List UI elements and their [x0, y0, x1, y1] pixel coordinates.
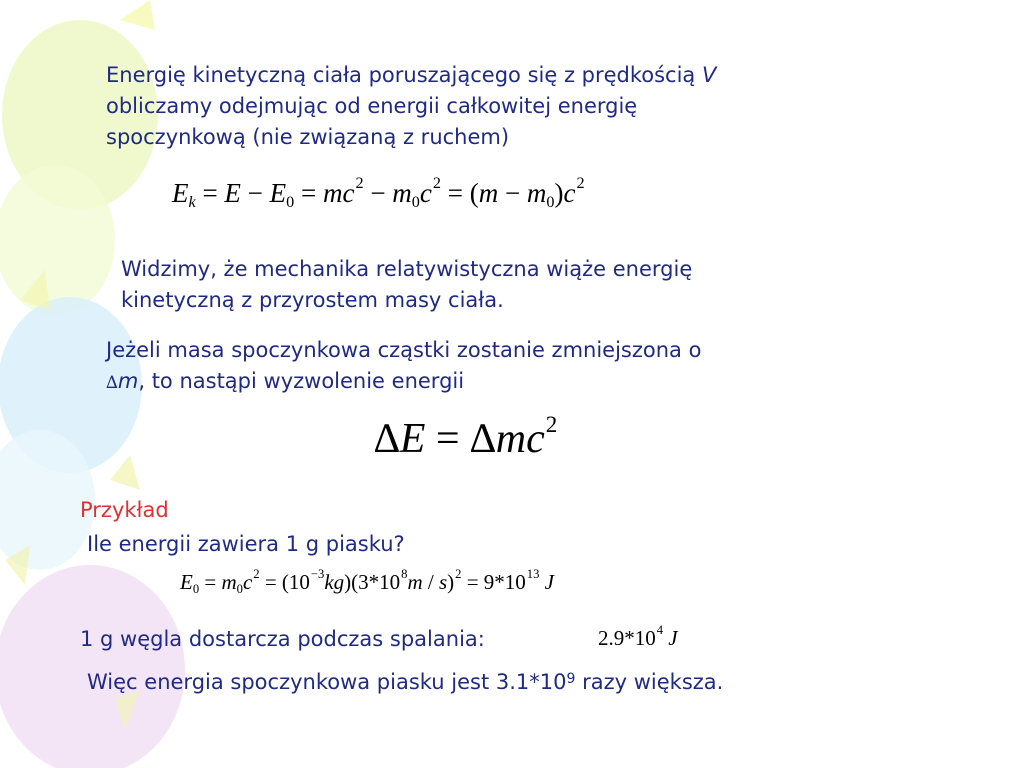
para2-line1: Widzimy, że mechanika relatywistyczna wiąże energię [121, 257, 693, 281]
example-question: Ile energii zawiera 1 g piasku? [87, 532, 405, 556]
delta-symbol: ∆ [106, 373, 118, 393]
equation-kinetic-energy: $E_k = E - E_0 = mc^2 - m_0c^2 = (m - m_0)c^2$ [172, 174, 585, 211]
conclusion-text: Więc energia spoczynkowa piasku jest $3.1*10^9$ razy większa. [87, 670, 724, 694]
paragraph-mass-reduction [106, 335, 701, 399]
coal-energy-text: 1 g węgla dostarcza podczas spalania: [80, 627, 485, 651]
velocity-symbol: V [701, 63, 717, 87]
paragraph-kinetic-energy [106, 60, 716, 153]
mass-symbol: m [117, 369, 139, 393]
conclusion-exponent: 9 [566, 671, 576, 687]
para1-line1: Energię kinetyczną ciała poruszającego się z prędkością [106, 63, 702, 87]
paragraph-relativistic-mechanics [121, 254, 692, 316]
equation-coal-energy: $2.9*10^4$ J [598, 623, 678, 650]
para1-line3: spoczynkową (nie związaną z ruchem) [106, 125, 510, 149]
para3-line2-rest: , to nastąpi wyzwolenie energii [138, 369, 465, 393]
para3-line1: Jeżeli masa spoczynkowa cząstki zostanie zmniejszona o [106, 338, 702, 362]
equation-mass-energy: $\Delta E = \Delta mc^2$ [374, 411, 558, 462]
equation-sand-energy: $E_0 = m_0c^2 = (10^{-3}kg)(3*10^8m / s)^2 = 9*10^{13}$ J [180, 567, 554, 596]
example-heading: Przykład [80, 498, 169, 522]
para1-line2: obliczamy odejmując od energii całkowitej energię [106, 94, 638, 118]
para2-line2: kinetyczną z przyrostem masy ciała. [121, 288, 504, 312]
